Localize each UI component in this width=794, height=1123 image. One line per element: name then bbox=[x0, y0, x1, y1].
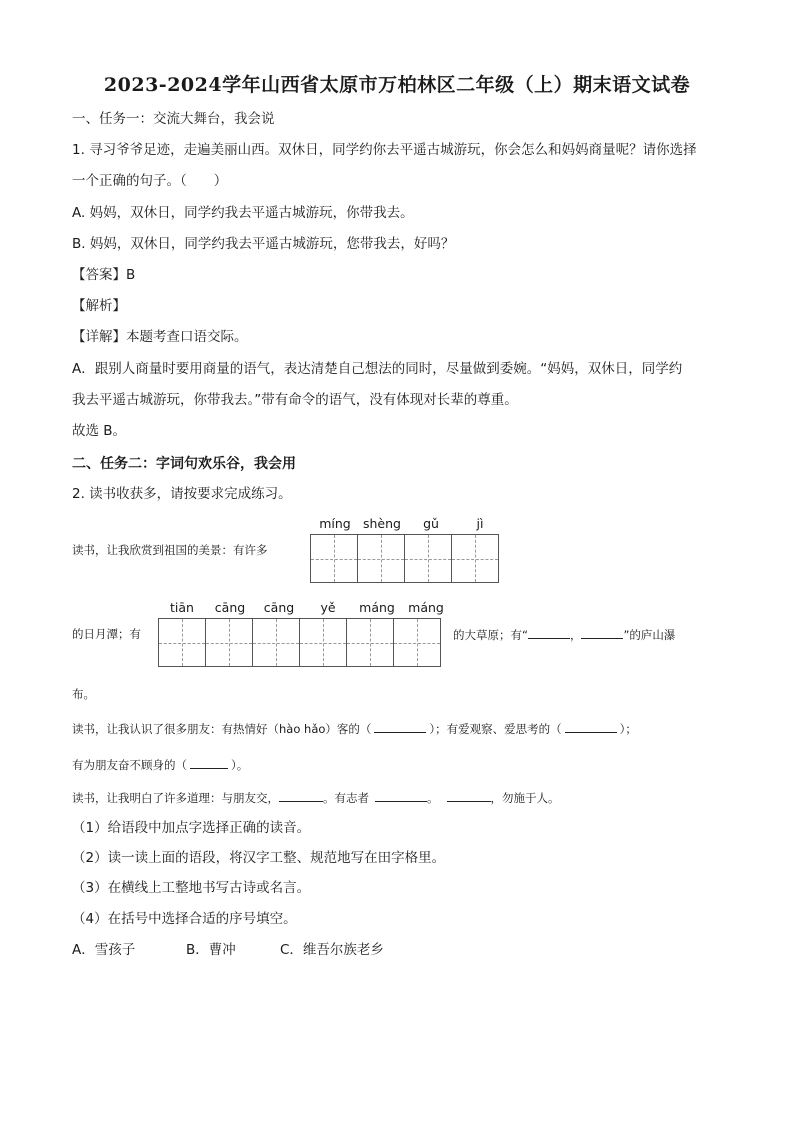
pinyin-label: jì bbox=[476, 516, 484, 531]
pinyin-label: shèng bbox=[363, 516, 401, 531]
q2-line6-a: 读书，让我明白了许多道理：与朋友交， bbox=[72, 791, 279, 805]
q2-line4 bbox=[72, 720, 637, 737]
q1-explanation-line1: A．跟别人商量时要用商量的语气，表达清楚自己想法的同时，尽量做到委婉。“妈妈，双休日，同学约 bbox=[72, 361, 683, 377]
q2-line4-b: ）；有爱观察、爱思考的（ bbox=[429, 722, 562, 736]
q2-sub-3: （3）在横线上工整地书写古诗或名言。 bbox=[72, 880, 311, 896]
q1-option-a: A. 妈妈，双休日，同学约我去平遥古城游玩，你带我去。 bbox=[72, 205, 414, 221]
pinyin-label: cāng bbox=[214, 600, 246, 615]
section-2-heading: 二、任务二：字词句欢乐谷，我会用 bbox=[72, 456, 296, 472]
q2-line3: 布。 bbox=[72, 687, 95, 701]
pinyin-label: gǔ bbox=[423, 516, 439, 531]
saying-blank[interactable] bbox=[375, 789, 427, 802]
q2-line6-b: 。有志者 bbox=[323, 791, 369, 805]
q2-line6-c: 。 bbox=[427, 791, 439, 805]
q1-stem-line1: 1. 寻习爷爷足迹，走遍美丽山西。双休日，同学约你去平遥古城游玩，你会怎么和妈妈商量呢？请你选择 bbox=[72, 142, 697, 158]
q1-stem-line2: 一个正确的句子。（ ） bbox=[72, 173, 228, 189]
q1-analysis-label: 【解析】 bbox=[72, 298, 126, 314]
q2-line2-end-text: ”的庐山瀑 bbox=[623, 628, 676, 642]
choice-a: A．雪孩子 bbox=[72, 942, 136, 958]
answer-blank[interactable] bbox=[190, 756, 228, 769]
q2-sub-1: （1）给语段中加点字选择正确的读音。 bbox=[72, 820, 311, 836]
q2-line2-pre: 的日月潭；有 bbox=[72, 627, 141, 641]
tianzige-grid-2 bbox=[158, 618, 441, 667]
pinyin-label: tiān bbox=[170, 600, 194, 615]
writing-cell[interactable] bbox=[357, 534, 405, 583]
q2-line5-b: ）。 bbox=[231, 758, 249, 772]
choice-b: B．曹冲 bbox=[186, 942, 236, 958]
poem-blank[interactable] bbox=[581, 626, 623, 639]
q2-sub-2: （2）读一读上面的语段，将汉字工整、规范地写在田字格里。 bbox=[72, 850, 446, 866]
pinyin-label: yě bbox=[320, 600, 336, 615]
comma: ， bbox=[569, 628, 582, 642]
q2-line5-a: 有为朋友奋不顾身的（ bbox=[72, 758, 187, 772]
q2-line6 bbox=[72, 789, 560, 806]
writing-cell[interactable] bbox=[346, 618, 394, 667]
q2-line4-a: 读书，让我认识了很多朋友：有热情好（hào hǎo）客的（ bbox=[72, 722, 372, 736]
section-1-heading: 一、任务一：交流大舞台，我会说 bbox=[72, 111, 275, 127]
q1-conclusion: 故选 B。 bbox=[72, 423, 127, 439]
writing-cell[interactable] bbox=[158, 618, 206, 667]
choice-c: C．维吾尔族老乡 bbox=[280, 942, 384, 958]
q1-explanation-line2: 我去平遥古城游玩，你带我去。”带有命令的语气，没有体现对长辈的尊重。 bbox=[72, 392, 518, 408]
tianzige-grid-1 bbox=[310, 534, 499, 583]
saying-blank[interactable] bbox=[447, 789, 491, 802]
writing-cell[interactable] bbox=[252, 618, 300, 667]
q2-line2-post-text: 的大草原；有“ bbox=[453, 628, 528, 642]
writing-cell[interactable] bbox=[299, 618, 347, 667]
q2-line2-post bbox=[453, 626, 675, 643]
answer-blank[interactable] bbox=[374, 720, 426, 733]
writing-cell[interactable] bbox=[205, 618, 253, 667]
q2-line6-d: ，勿施于人。 bbox=[490, 791, 560, 805]
pinyin-label: míng bbox=[319, 516, 351, 531]
pinyin-label: máng bbox=[408, 600, 444, 615]
writing-cell[interactable] bbox=[393, 618, 441, 667]
q1-option-b: B. 妈妈，双休日，同学约我去平遥古城游玩，您带我去，好吗？ bbox=[72, 236, 455, 252]
poem-blank[interactable] bbox=[528, 626, 570, 639]
q2-line4-c: ）； bbox=[619, 722, 637, 736]
q1-answer: 【答案】B bbox=[72, 267, 136, 283]
writing-cell[interactable] bbox=[310, 534, 358, 583]
writing-cell[interactable] bbox=[404, 534, 452, 583]
q2-line1-text: 读书，让我欣赏到祖国的美景：有许多 bbox=[72, 543, 268, 557]
saying-blank[interactable] bbox=[279, 789, 323, 802]
q1-detail: 【详解】本题考查口语交际。 bbox=[72, 329, 248, 345]
q2-intro: 2. 读书收获多，请按要求完成练习。 bbox=[72, 486, 292, 502]
writing-cell[interactable] bbox=[451, 534, 499, 583]
pinyin-label: máng bbox=[359, 600, 395, 615]
q2-sub-4: （4）在括号中选择合适的序号填空。 bbox=[72, 911, 297, 927]
answer-blank[interactable] bbox=[565, 720, 617, 733]
pinyin-label: cāng bbox=[263, 600, 295, 615]
q2-line5 bbox=[72, 756, 248, 773]
page-title: 2023-2024学年山西省太原市万柏林区二年级（上）期末语文试卷 bbox=[103, 74, 691, 96]
